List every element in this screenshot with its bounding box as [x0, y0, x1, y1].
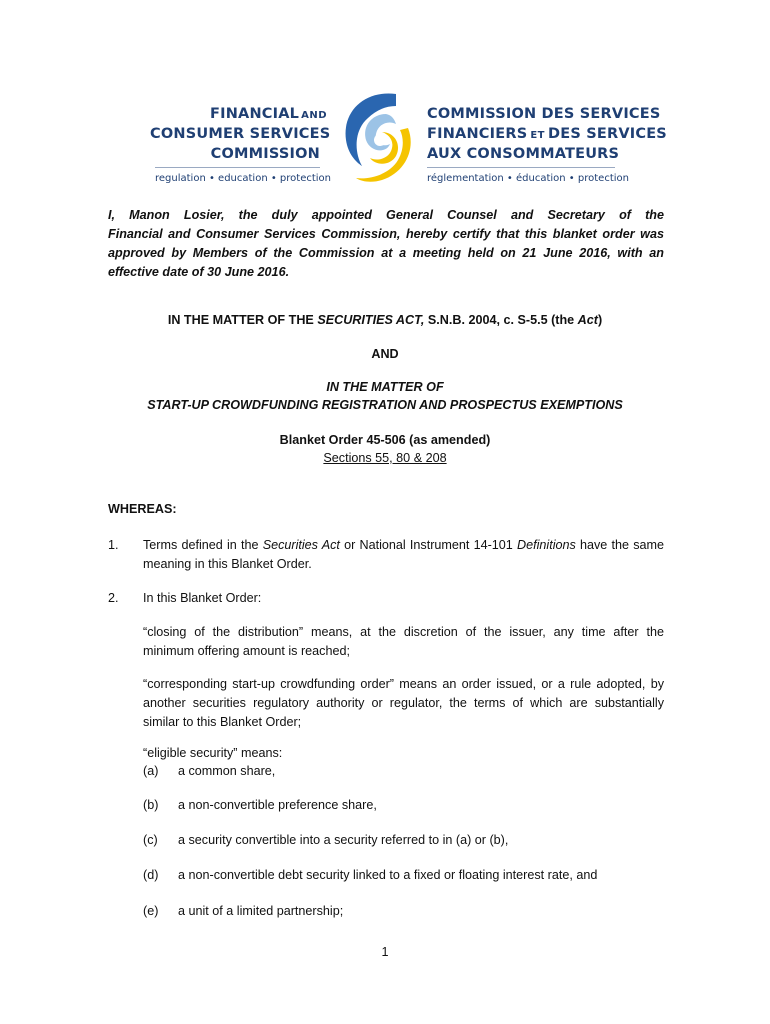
org-name-fr-et: ET — [530, 130, 545, 141]
org-name-en-and: AND — [301, 110, 328, 121]
page-number: 1 — [381, 945, 389, 959]
org-name-fr-line1: COMMISSION DES SERVICES — [427, 106, 661, 122]
and-heading: AND — [371, 347, 399, 361]
org-name-en-line3: COMMISSION — [210, 146, 320, 162]
certification-line: effective date of 30 June 2016. — [108, 265, 290, 279]
commission-logo — [336, 88, 422, 188]
org-name-fr-financiers: FINANCIERS — [427, 126, 528, 142]
org-name-fr-line3: AUX CONSOMMATEURS — [427, 146, 620, 162]
definition-corresponding-order: “corresponding start-up crowdfunding order” means an order issued, or a rule adopted, by another securities regulatory authority or regulator, the terms of which are substantially similar to this Blanket Order; — [143, 677, 664, 729]
list-item-text: a common share, — [178, 764, 276, 778]
act-abbrev: Act — [577, 313, 598, 327]
list-item-text: a non-convertible debt security linked to a fixed or floating interest rate, and — [178, 868, 598, 882]
letterhead-rule-fr — [427, 167, 615, 168]
org-name-en-line1: FINANCIAL — [210, 106, 300, 122]
certification-line: approved by Members of the Commission at a meeting held on 21 June 2016, with an — [108, 246, 664, 260]
securities-act-name: SECURITIES ACT, — [317, 313, 425, 327]
org-name-fr-des-services: DES SERVICES — [548, 126, 667, 142]
list-item-text: a non-convertible preference share, — [178, 798, 377, 812]
matter-securities-act: IN THE MATTER OF THE SECURITIES ACT, S.N.B. 2004, c. S-5.5 (the Act) — [167, 313, 603, 327]
item-number: 1. — [108, 538, 119, 552]
list-item-label: (b) — [143, 798, 159, 812]
order-title: Blanket Order 45-506 (as amended) — [279, 433, 491, 447]
definition-eligible-security: “eligible security” means: — [143, 746, 283, 760]
list-item-label: (c) — [143, 833, 158, 847]
tagline-en: regulation • education • protection — [155, 173, 332, 184]
logo-center — [374, 134, 386, 146]
item2-text: In this Blanket Order: — [143, 591, 262, 605]
list-item-label: (e) — [143, 904, 159, 918]
matter-heading-line2: START-UP CROWDFUNDING REGISTRATION AND PROSPECTUS EXEMPTIONS — [147, 398, 623, 412]
certification-line: Financial and Consumer Services Commission, hereby certify that this blanket order was — [108, 227, 664, 241]
org-name-fr-line2 — [427, 124, 667, 146]
list-item-text: a security convertible into a security referred to in (a) or (b), — [178, 833, 509, 847]
org-name-en-line2: CONSUMER SERVICES — [150, 126, 331, 142]
certification-paragraph — [108, 206, 664, 282]
list-item-label: (d) — [143, 868, 159, 882]
order-sections: Sections 55, 80 & 208 — [323, 451, 447, 465]
item1-text: Terms defined in the Securities Act or National Instrument 14-101 Definitions have the same meaning in this Blanket Order. — [143, 538, 665, 571]
matter-heading-line1: IN THE MATTER OF — [326, 380, 444, 394]
item-number: 2. — [108, 591, 119, 605]
whereas-heading: WHEREAS: — [108, 502, 177, 516]
definition-closing: “closing of the distribution” means, at the discretion of the issuer, any time after the minimum offering amount is reached; — [143, 625, 664, 658]
list-item-text: a unit of a limited partnership; — [178, 904, 344, 918]
certification-line: I, Manon Losier, the duly appointed General Counsel and Secretary of the — [108, 208, 664, 222]
tagline-fr: réglementation • éducation • protection — [427, 173, 629, 184]
letterhead-rule-en — [155, 167, 320, 168]
list-item-label: (a) — [143, 764, 159, 778]
org-name-en — [210, 104, 328, 126]
